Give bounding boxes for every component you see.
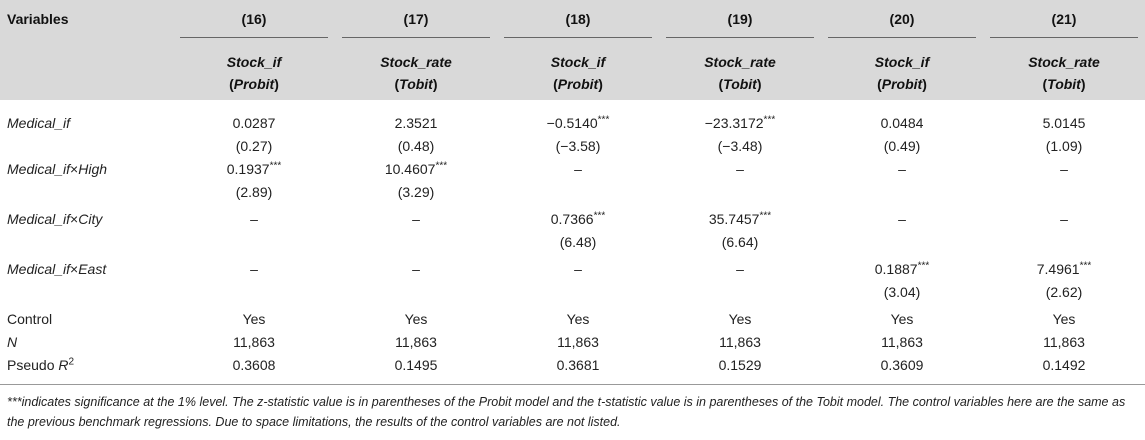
dependent-header [497, 38, 659, 100]
table-row [0, 100, 1145, 158]
dependent-variable: Stock_if [226, 54, 282, 70]
table-cell: Yes [404, 311, 428, 327]
control-label: Control [7, 311, 53, 327]
dependent-variable: Stock_if [874, 54, 930, 70]
dependent-header [983, 38, 1145, 100]
column-header-21: (21) [983, 0, 1145, 38]
column-number-row [0, 0, 1145, 38]
dependent-header [173, 38, 335, 100]
table-cell: – [736, 161, 744, 177]
table-header [0, 0, 1145, 100]
table-cell: – [250, 261, 258, 277]
table-cell: 11,863 [1043, 334, 1085, 350]
table-row [0, 158, 1145, 208]
dependent-header [335, 38, 497, 100]
column-header-19: (19) [659, 0, 821, 38]
table-cell: 7.4961*** (2.62) [1036, 260, 1092, 300]
table-cell: 0.3608 [173, 354, 335, 385]
pseudo-r2-label: Pseudo $R^2$ [0, 354, 173, 385]
sample-size-row [0, 331, 1145, 354]
dependent-variable-row [0, 38, 1145, 100]
table-cell: 11,863 [719, 334, 761, 350]
row-variable-label: Medical_if×High [7, 161, 108, 177]
table-cell: – [574, 161, 582, 177]
column-header-17: (17) [335, 0, 497, 38]
row-variable-label: Medical_if [7, 115, 71, 131]
row-variable-label: Medical_if×East [7, 261, 107, 277]
table-cell: 5.0145 (1.09) [1042, 115, 1086, 154]
table-cell: 0.3609 [821, 354, 983, 385]
dependent-header [659, 38, 821, 100]
table-body [0, 100, 1145, 385]
table-cell: – [1060, 211, 1068, 227]
table-cell: Yes [566, 311, 590, 327]
dependent-variable: Stock_if [550, 54, 606, 70]
table-cell: 11,863 [233, 334, 275, 350]
table-cell: 0.1529 [659, 354, 821, 385]
model-type: (Tobit) [394, 76, 438, 92]
model-type: (Probit) [877, 76, 927, 92]
table-cell: – [412, 211, 420, 227]
column-header-16: (16) [173, 0, 335, 38]
table-cell: 10.4607*** (3.29) [384, 160, 448, 200]
table-cell: Yes [1052, 311, 1076, 327]
table-cell: 11,863 [557, 334, 599, 350]
column-header-18: (18) [497, 0, 659, 38]
table-cell: – [736, 261, 744, 277]
table-cell: 0.1495 [335, 354, 497, 385]
model-type: (Probit) [553, 76, 603, 92]
variables-header: Variables [7, 11, 69, 27]
table-cell: 0.0484 (0.49) [880, 115, 924, 154]
control-row [0, 308, 1145, 331]
table-cell: −0.5140*** (−3.58) [546, 114, 610, 154]
table-cell: Yes [728, 311, 752, 327]
table-cell: – [412, 261, 420, 277]
table-footnote: ***indicates significance at the 1% level. The z-statistic value is in parentheses of the Probit model and the t-statistic value is in parentheses of the Tobit model. The control variables here are the same as the previous benchmark regressions. Due to space limitations, the results of the control variables are not listed. [7, 395, 1126, 429]
pseudo-r2-row [0, 354, 1145, 385]
dependent-variable: Stock_rate [1028, 54, 1100, 70]
model-type: (Tobit) [718, 76, 762, 92]
model-type: (Probit) [229, 76, 279, 92]
table-cell: – [898, 211, 906, 227]
table-cell: – [250, 211, 258, 227]
table-cell: 11,863 [881, 334, 923, 350]
table-cell: 0.7366*** (6.48) [550, 210, 606, 250]
table-cell: – [574, 261, 582, 277]
table-cell: −23.3172*** (−3.48) [704, 114, 776, 154]
table-row [0, 208, 1145, 258]
table-cell: 0.1492 [983, 354, 1145, 385]
dependent-variable: Stock_rate [704, 54, 776, 70]
model-type: (Tobit) [1042, 76, 1086, 92]
table-cell: Yes [242, 311, 266, 327]
dependent-header-blank [0, 38, 173, 100]
table-cell: 0.1937*** (2.89) [226, 160, 282, 200]
table-cell: Yes [890, 311, 914, 327]
table-cell: 0.3681 [497, 354, 659, 385]
table-cell: 11,863 [395, 334, 437, 350]
column-header-20: (20) [821, 0, 983, 38]
table-cell: – [898, 161, 906, 177]
table-cell: – [1060, 161, 1068, 177]
table-cell: 0.1887*** (3.04) [874, 260, 930, 300]
table-cell: 0.0287 (0.27) [232, 115, 276, 154]
table-row [0, 258, 1145, 308]
row-variable-label: Medical_if×City [7, 211, 103, 227]
table-cell: 2.3521 (0.48) [394, 115, 438, 154]
dependent-header [821, 38, 983, 100]
table-cell: 35.7457*** (6.64) [708, 210, 772, 250]
sample-size-label: N [7, 334, 18, 350]
dependent-variable: Stock_rate [380, 54, 452, 70]
